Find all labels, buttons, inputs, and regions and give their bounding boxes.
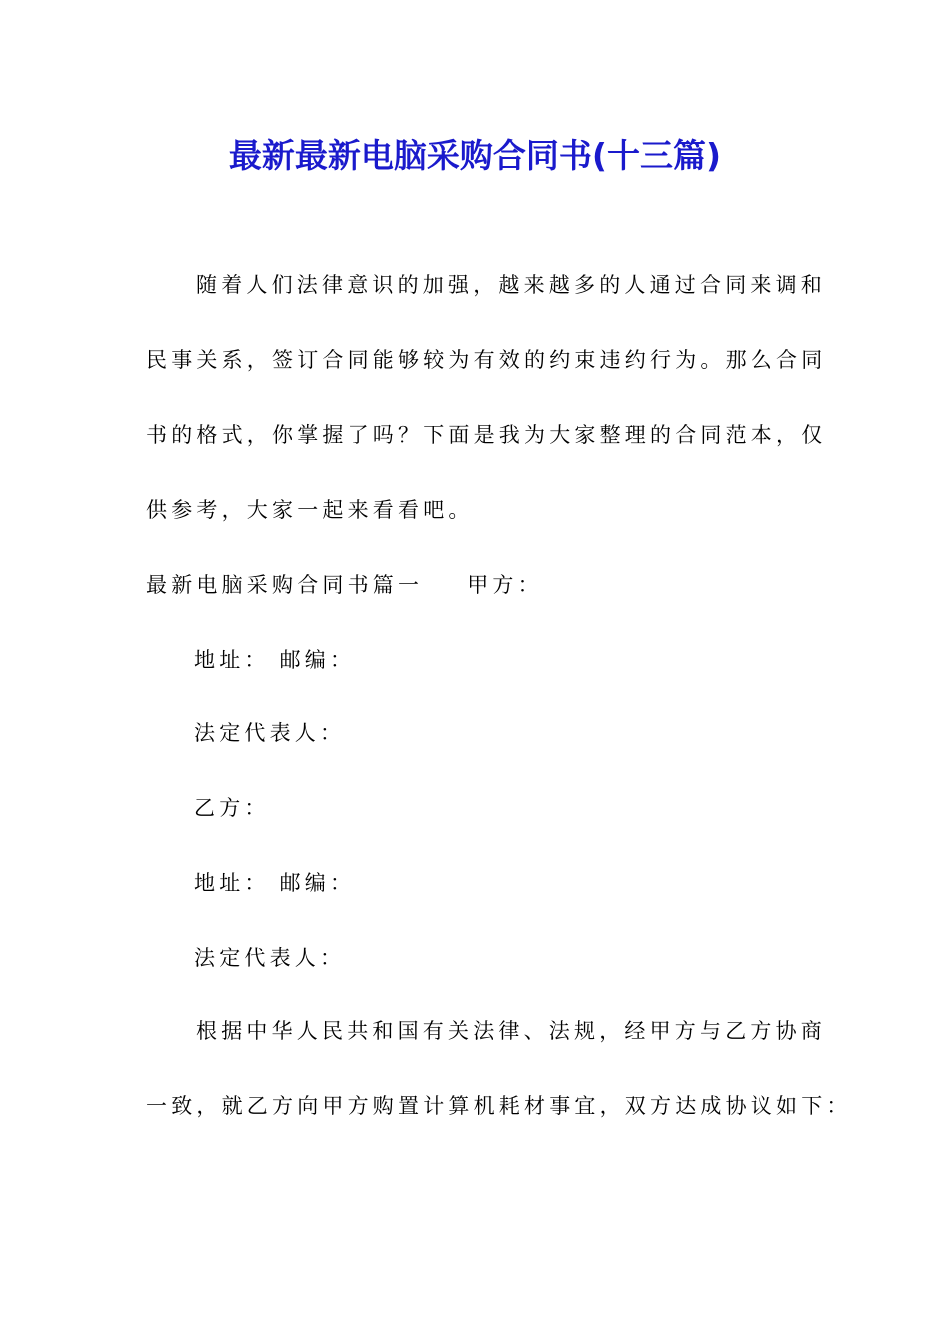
intro-line-4: 供参考，大家一起来看看吧。 xyxy=(146,498,474,522)
intro-line-3: 书的格式，你掌握了吗？下面是我为大家整理的合同范本，仅 xyxy=(146,423,827,447)
party-a-address-line xyxy=(194,645,355,675)
agreement-line-1: 根据中华人民共和国有关法律、法规，经甲方与乙方协商 xyxy=(196,1019,826,1043)
party-a-address-label: 地址： xyxy=(194,648,270,672)
document-title: 最新最新电脑采购合同书(十三篇) xyxy=(228,136,722,175)
section-heading-line xyxy=(146,570,543,600)
party-b-label: 乙方： xyxy=(194,796,270,820)
intro-line-1: 随着人们法律意识的加强，越来越多的人通过合同来调和 xyxy=(196,273,826,297)
party-a-label: 甲方： xyxy=(467,573,543,597)
party-a-representative: 法定代表人： xyxy=(194,721,346,745)
party-b-representative: 法定代表人： xyxy=(194,946,346,970)
agreement-line-2: 一致，就乙方向甲方购置计算机耗材事宜，双方达成协议如下： xyxy=(146,1094,852,1118)
section-heading: 最新电脑采购合同书篇一 xyxy=(146,573,424,597)
party-b-address-line xyxy=(194,868,355,898)
party-b-postcode-label: 邮编： xyxy=(279,871,356,895)
intro-line-2: 民事关系，签订合同能够较为有效的约束违约行为。那么合同 xyxy=(146,348,827,372)
party-b-address-label: 地址： xyxy=(194,871,270,895)
party-a-postcode-label: 邮编： xyxy=(279,648,356,672)
